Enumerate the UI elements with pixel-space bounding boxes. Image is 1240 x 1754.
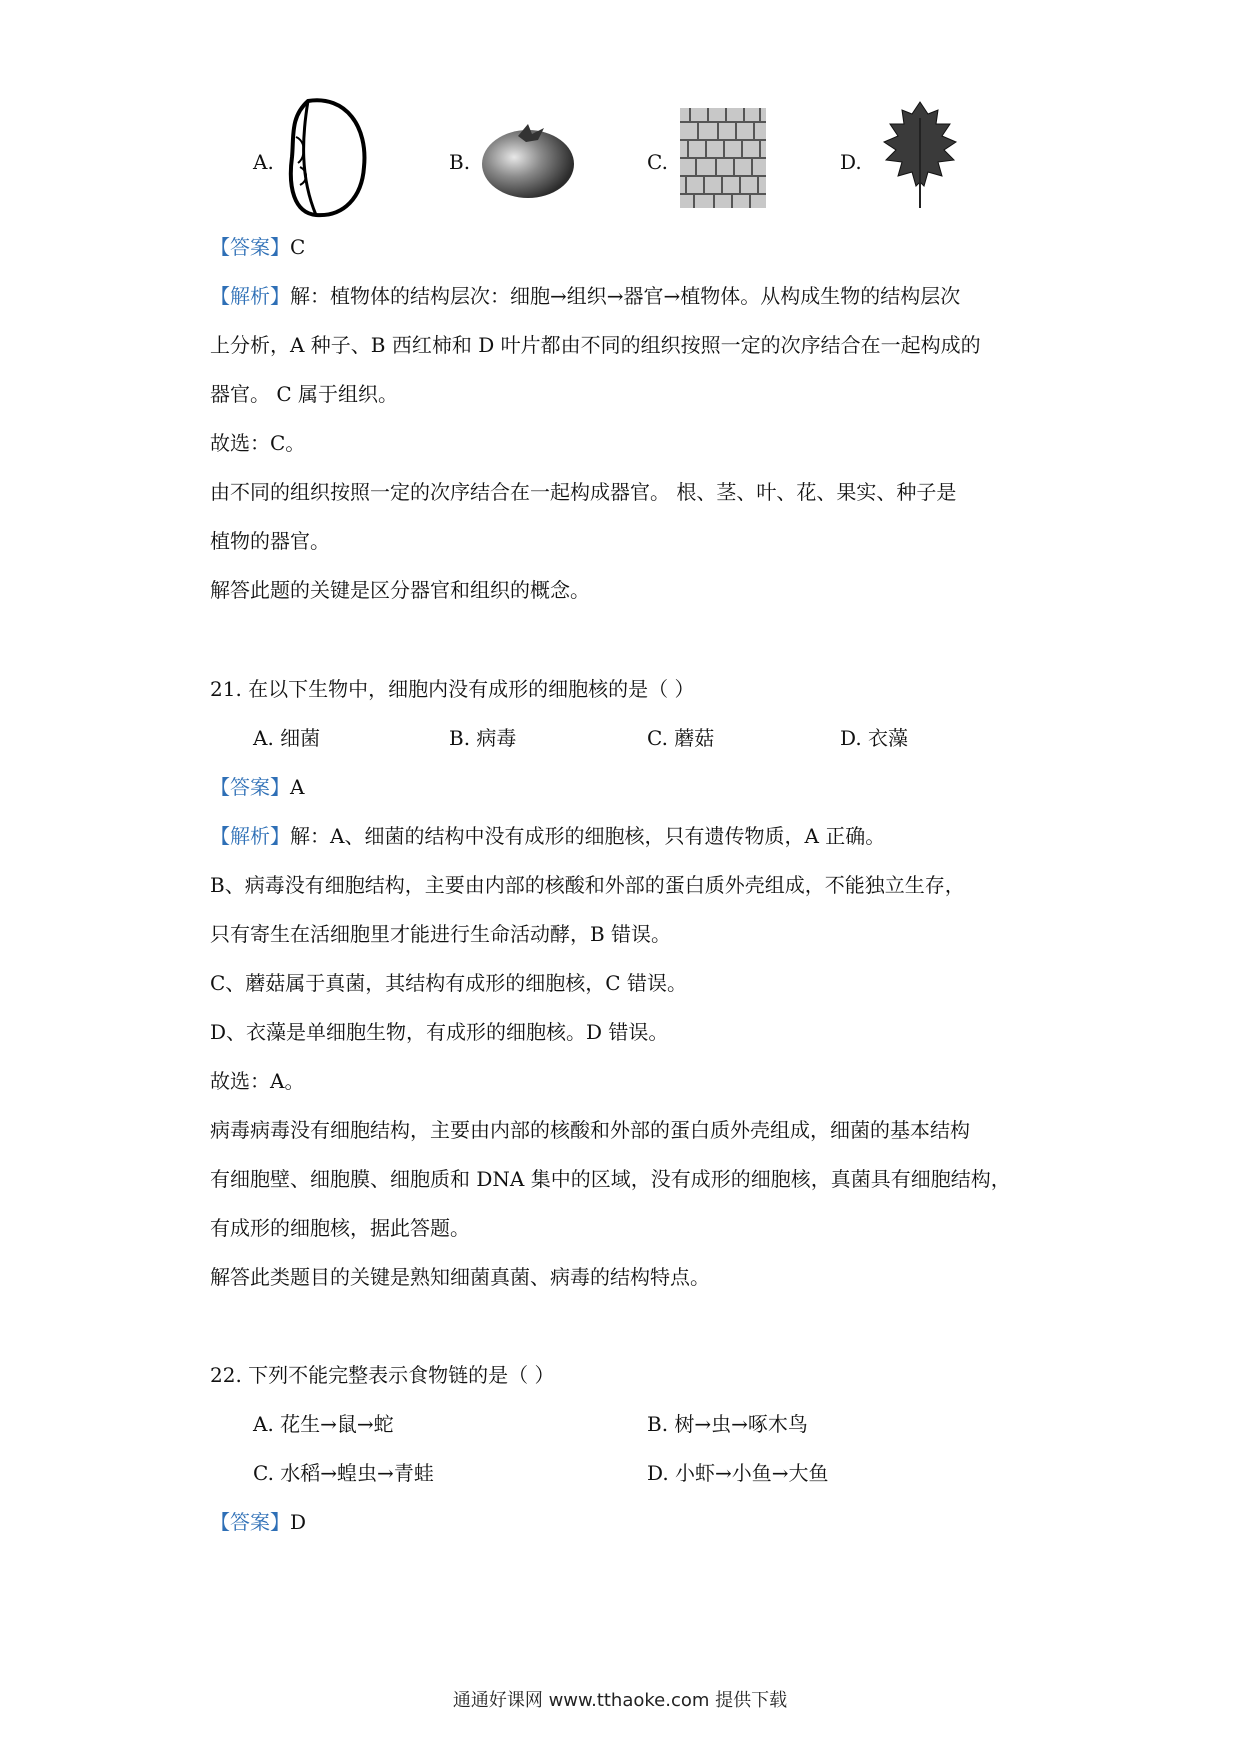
q21-analysis-line-1	[210, 821, 885, 851]
q21-analysis-line-2: B、病毒没有细胞结构，主要由内部的核酸和外部的蛋白质外壳组成，不能独立生存，	[210, 873, 965, 897]
q20-note-3: 解答此题的关键是区分器官和组织的概念。	[210, 578, 590, 602]
q21-note-4: 解答此类题目的关键是熟知细菌真菌、病毒的结构特点。	[210, 1265, 710, 1289]
q20-option-c-label: C.	[647, 150, 668, 174]
q21-option-a: A. 细菌	[253, 726, 321, 750]
q20-analysis-line-3: 器官。 C 属于组织。	[210, 382, 399, 406]
q20-analysis-line-2: 上分析，A 种子、B 西红柿和 D 叶片都由不同的组织按照一定的次序结合在一起构成的	[210, 333, 981, 357]
q21-option-c: C. 蘑菇	[647, 726, 715, 750]
answer-tag: 【答案】	[210, 235, 290, 259]
cell-tissue-figure	[680, 108, 766, 208]
q21-option-b: B. 病毒	[449, 726, 517, 750]
answer-value: D	[290, 1510, 307, 1534]
q21-analysis-line-5: D、衣藻是单细胞生物，有成形的细胞核。D 错误。	[210, 1020, 669, 1044]
q21-stem: 21. 在以下生物中，细胞内没有成形的细胞核的是（ ）	[210, 677, 695, 701]
q21-analysis-line-3: 只有寄生在活细胞里才能进行生命活动酵，B 错误。	[210, 922, 672, 946]
q20-note-1: 由不同的组织按照一定的次序结合在一起构成器官。 根、茎、叶、花、果实、种子是	[210, 480, 957, 504]
q20-choose: 故选：C。	[210, 431, 306, 455]
q21-note-1: 病毒病毒没有细胞结构，主要由内部的核酸和外部的蛋白质外壳组成，细菌的基本结构	[210, 1118, 970, 1142]
q22-option-d: D. 小虾→小鱼→大鱼	[647, 1461, 829, 1485]
tomato-figure	[480, 120, 576, 200]
q20-option-d-label: D.	[840, 150, 862, 174]
answer-value: C	[290, 235, 306, 259]
answer-value: A	[290, 775, 305, 799]
q20-option-b-label: B.	[449, 150, 471, 174]
q20-answer-line	[210, 232, 305, 262]
page-footer: 通通好课网 www.tthaoke.com 提供下载	[452, 1690, 788, 1711]
q20-option-a-label: A.	[253, 150, 274, 174]
q22-option-a: A. 花生→鼠→蛇	[253, 1412, 394, 1436]
answer-tag: 【答案】	[210, 1510, 290, 1534]
q21-note-2: 有细胞壁、细胞膜、细胞质和 DNA 集中的区域，没有成形的细胞核，真菌具有细胞结构，	[210, 1167, 1011, 1191]
q21-note-3: 有成形的细胞核，据此答题。	[210, 1216, 470, 1240]
q21-answer-line	[210, 772, 304, 802]
q21-choose: 故选：A。	[210, 1069, 305, 1093]
q22-option-c: C. 水稻→蝗虫→青蛙	[253, 1461, 434, 1485]
leaf-figure	[876, 98, 962, 212]
analysis-text: 解：植物体的结构层次：细胞→组织→器官→植物体。从构成生物的结构层次	[290, 284, 961, 308]
seed-figure	[286, 97, 370, 219]
analysis-tag: 【解析】	[210, 284, 290, 308]
q21-option-d: D. 衣藻	[840, 726, 909, 750]
q20-analysis-line-1	[210, 281, 960, 311]
analysis-tag: 【解析】	[210, 824, 290, 848]
q20-note-2: 植物的器官。	[210, 529, 330, 553]
answer-tag: 【答案】	[210, 775, 290, 799]
q22-option-b: B. 树→虫→啄木鸟	[647, 1412, 808, 1436]
analysis-text: 解：A、细菌的结构中没有成形的细胞核，只有遗传物质，A 正确。	[290, 824, 886, 848]
q22-answer-line	[210, 1507, 306, 1537]
q22-stem: 22. 下列不能完整表示食物链的是（ ）	[210, 1363, 555, 1387]
q21-analysis-line-4: C、蘑菇属于真菌，其结构有成形的细胞核，C 错误。	[210, 971, 687, 995]
